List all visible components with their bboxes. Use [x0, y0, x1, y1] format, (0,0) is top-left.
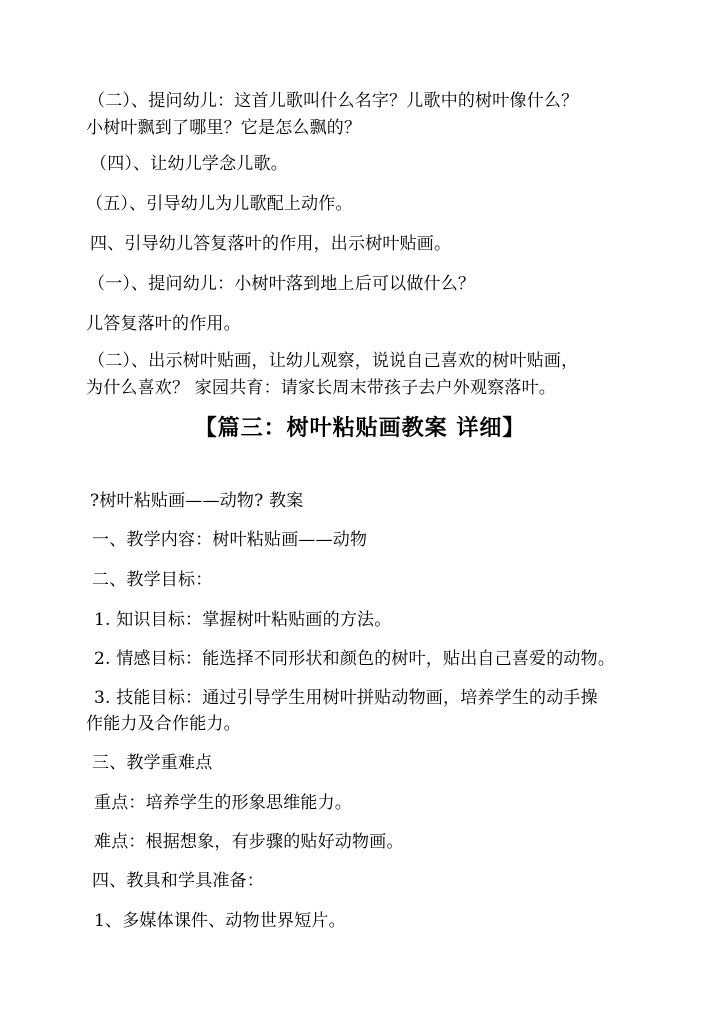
materials-item-1: 1、多媒体课件、动物世界短片。	[94, 911, 346, 931]
paragraph-recite: （四）、让幼儿学念儿歌。	[90, 154, 288, 174]
goal-knowledge: 1. 知识目标：掌握树叶粘贴画的方法。	[94, 610, 392, 630]
teaching-goals-heading: 二、教学目标：	[92, 570, 213, 590]
paragraph-question-line-2: 小树叶飘到了哪里？它是怎么飘的？	[86, 118, 362, 138]
materials-heading: 四、教具和学具准备：	[92, 871, 264, 891]
teaching-content: 一、教学内容：树叶粘贴画——动物	[92, 530, 368, 550]
paragraph-leaf-answer: 儿答复落叶的作用。	[86, 314, 241, 334]
lesson-subtitle: ?树叶粘贴画——动物? 教案	[90, 491, 304, 511]
paragraph-show-picture-line-1: （二）、出示树叶贴画，让幼儿观察，说说自己喜欢的树叶贴画，	[88, 351, 579, 371]
paragraph-question-line-1: （二）、提问幼儿：这首儿歌叫什么名字？儿歌中的树叶像什么？	[88, 91, 579, 111]
goal-emotion: 2. 情感目标：能选择不同形状和颜色的树叶，贴出自己喜爱的动物。	[94, 649, 616, 669]
difficult-point: 难点：根据想象，有步骤的贴好动物画。	[94, 832, 404, 852]
paragraph-leaf-question: （一）、提问幼儿：小树叶落到地上后可以做什么？	[88, 274, 476, 294]
key-difficulties-heading: 三、教学重难点	[92, 753, 213, 773]
section-heading: 【篇三：树叶粘贴画教案 详细】	[194, 415, 526, 441]
goal-skill-line-2: 作能力及合作能力。	[86, 714, 241, 734]
paragraph-step-four: 四、引导幼儿答复落叶的作用，出示树叶贴画。	[90, 234, 452, 254]
paragraph-actions: （五）、引导幼儿为儿歌配上动作。	[86, 194, 353, 214]
key-point: 重点：培养学生的形象思维能力。	[94, 793, 352, 813]
goal-skill-line-1: 3. 技能目标：通过引导学生用树叶拼贴动物画，培养学生的动手操	[94, 688, 598, 708]
paragraph-show-picture-line-2: 为什么喜欢？ 家园共育：请家长周末带孩子去户外观察落叶。	[86, 378, 557, 398]
